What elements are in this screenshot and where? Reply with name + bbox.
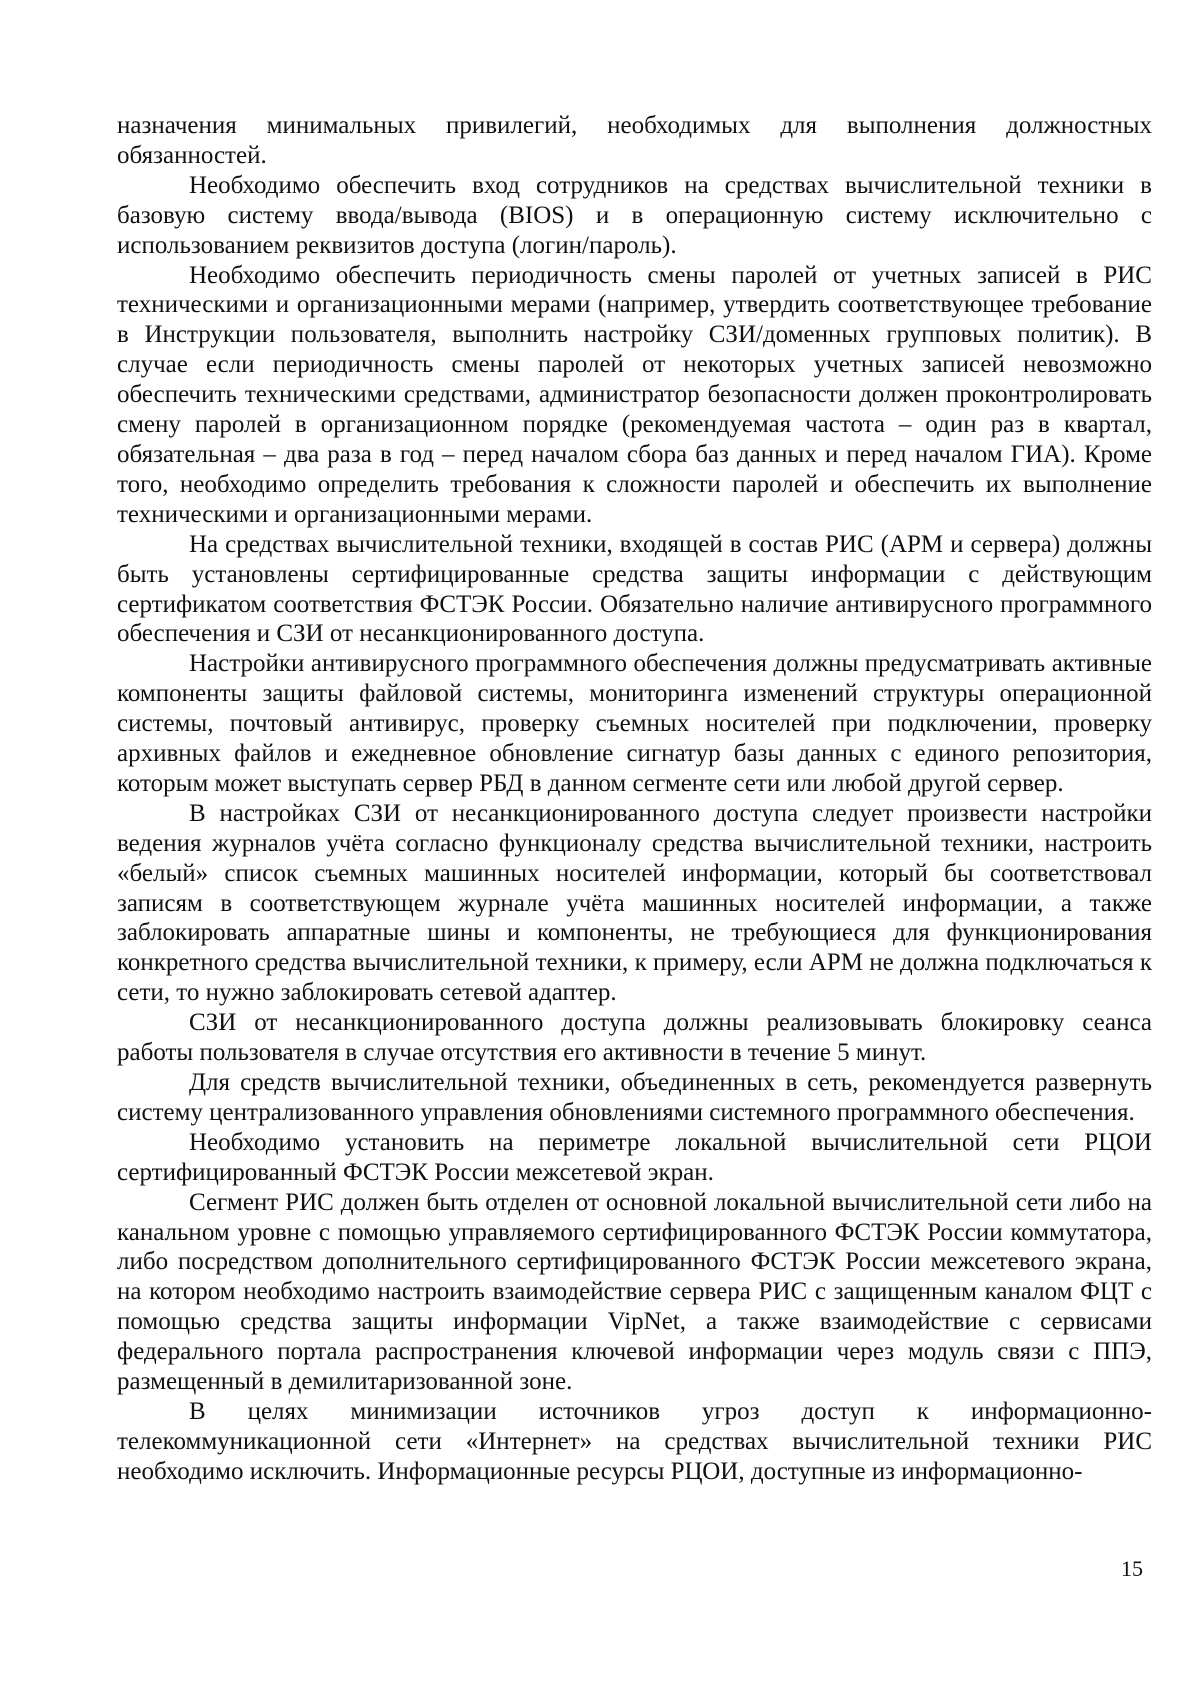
document-page <box>117 111 1152 1487</box>
paragraph-session-lock: СЗИ от несанкционированного доступа должны реализовывать блокировку сеанса работы пользователя в случае отсутствия его активности в течение 5 минут. <box>117 1009 1152 1067</box>
paragraph-update-management: Для средств вычислительной техники, объединенных в сеть, рекомендуется развернуть систему централизованного управления обновлениями системного программного обеспечения. <box>117 1069 1152 1126</box>
paragraph-certified-protection: На средствах вычислительной техники, входящей в состав РИС (АРМ и сервера) должны быть установлены сертифицированные средства защиты информации с действующим сертификатом соответствия ФСТЭК России. Обязательно наличие антивирусного программного обеспечения и СЗИ от несанкционированного доступа. <box>117 530 1152 648</box>
paragraph-nsd-settings: В настройках СЗИ от несанкционированного доступа следует произвести настройки ведения журналов учёта согласно функционалу средства вычислительной техники, настроить «белый» список съемных машинных носителей информации, который бы соответствовал записям в соответствующем журнале учёта машинных носителей информации, а также заблокировать аппаратные шины и компоненты, не требующиеся для функционирования конкретного средства вычислительной техники, к примеру, если АРМ не должна подключаться к сети, то нужно заблокировать сетевой адаптер. <box>117 799 1152 1007</box>
paragraph-firewall: Необходимо установить на периметре локальной вычислительной сети РЦОИ сертифицированный ФСТЭК России межсетевой экран. <box>117 1128 1152 1186</box>
paragraph-antivirus-settings: Настройки антивирусного программного обеспечения должны предусматривать активные компоненты защиты файловой системы, мониторинга изменений структуры операционной системы, почтовый антивирус, проверку съемных носителей при подключении, проверку архивных файлов и ежедневное обновление сигнатур базы данных с единого репозитория, которым может выступать сервер РБД в данном сегменте сети или любой другой сервер. <box>117 650 1152 797</box>
paragraph-password-rotation: Необходимо обеспечить периодичность смены паролей от учетных записей в РИС техническими и организационными мерами (например, утвердить соответствующее требование в Инструкции пользователя, выполнить настройку СЗИ/доменных групповых политик). В случае если периодичность смены паролей от некоторых учетных записей невозможно обеспечить техническими средствами, администратор безопасности должен проконтролировать смену паролей в организационном порядке (рекомендуемая частота – один раз в квартал, обязательная – два раза в год – перед началом сбора баз данных и перед началом ГИА). Кроме того, необходимо определить требования к сложности паролей и обеспечить их выполнение техническими и организационными мерами. <box>117 261 1152 528</box>
page-number: 15 <box>1121 1556 1143 1581</box>
paragraph-continuation: назначения минимальных привилегий, необходимых для выполнения должностных обязанностей. <box>117 112 1152 169</box>
paragraph-bios-login: Необходимо обеспечить вход сотрудников на средствах вычислительной техники в базовую систему ввода/вывода (BIOS) и в операционную систему исключительно с использованием реквизитов доступа (логин/пароль). <box>117 171 1152 259</box>
paragraph-internet-access: В целях минимизации источников угроз доступ к информационно-телекоммуникационной сети «Интернет» на средствах вычислительной техники РИС необходимо исключить. Информационные ресурсы РЦОИ, доступные из информационно- <box>117 1397 1152 1485</box>
paragraph-network-segment: Сегмент РИС должен быть отделен от основной локальной вычислительной сети либо на канальном уровне с помощью управляемого сертифицированного ФСТЭК России коммутатора, либо посредством дополнительного сертифицированного ФСТЭК России межсетевого экрана, на котором необходимо настроить взаимодействие сервера РИС с защищенным каналом ФЦТ с помощью средства защиты информации VipNet, а также взаимодействие с сервисами федерального портала распространения ключевой информации через модуль связи с ППЭ, размещенный в демилитаризованной зоне. <box>117 1188 1152 1396</box>
